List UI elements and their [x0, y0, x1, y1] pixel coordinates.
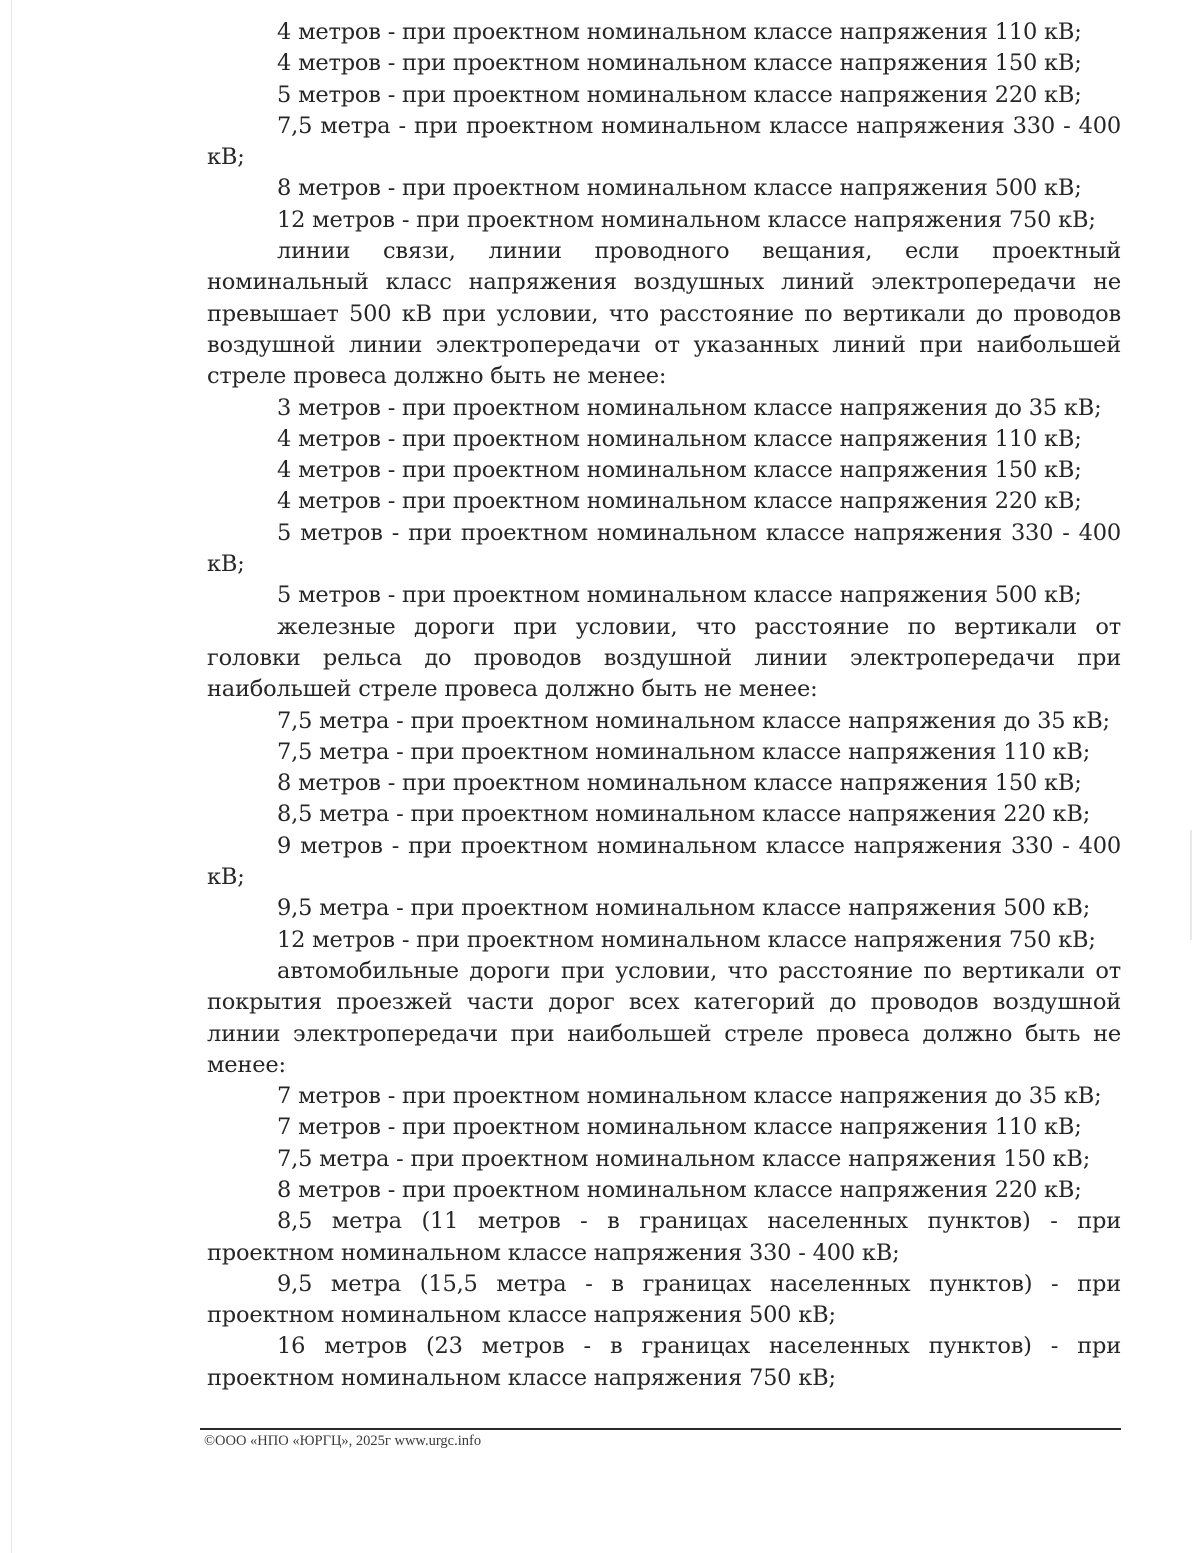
scan-edge-mark	[1190, 830, 1192, 940]
paragraph: 8 метров - при проектном номинальном классе напряжения 500 кВ;	[277, 175, 1082, 202]
paragraph: 5 метров - при проектном номинальном классе напряжения 500 кВ;	[277, 582, 1082, 609]
paragraph: 12 метров - при проектном номинальном классе напряжения 750 кВ;	[277, 926, 1096, 953]
paragraph: 3 метров - при проектном номинальном классе напряжения до 35 кВ;	[277, 394, 1102, 421]
paragraph: 5 метров - при проектном номинальном классе напряжения 330 - 400 кВ;	[207, 519, 1121, 578]
paragraph: 8,5 метра - при проектном номинальном классе напряжения 220 кВ;	[277, 801, 1091, 828]
paragraph: 7 метров - при проектном номинальном классе напряжения 110 кВ;	[277, 1114, 1082, 1141]
paragraph: 4 метров - при проектном номинальном классе напряжения 110 кВ;	[277, 19, 1082, 45]
scan-edge-line	[11, 0, 12, 1553]
paragraph: 9 метров - при проектном номинальном классе напряжения 330 - 400 кВ;	[207, 832, 1121, 891]
paragraph: 5 метров - при проектном номинальном классе напряжения 220 кВ;	[277, 81, 1082, 108]
paragraph: 4 метров - при проектном номинальном классе напряжения 220 кВ;	[277, 488, 1082, 515]
paragraph: линии связи, линии проводного вещания, если проектный номинальный класс напряжения воздушных линий электропередачи не превышает 500 кВ при условии, что расстояние по вертикали до проводов воздушной линии электропередачи от указанных линий при наибольшей стреле провеса должно быть не менее:	[207, 238, 1121, 390]
paragraph: 8 метров - при проектном номинальном классе напряжения 150 кВ;	[277, 770, 1082, 797]
paragraph: 7,5 метра - при проектном номинальном классе напряжения до 35 кВ;	[277, 707, 1110, 734]
paragraph: 7 метров - при проектном номинальном классе напряжения до 35 кВ;	[277, 1083, 1102, 1110]
paragraph: 12 метров - при проектном номинальном классе напряжения 750 кВ;	[277, 206, 1096, 233]
paragraph: железные дороги при условии, что расстояние по вертикали от головки рельса до проводов воздушной линии электропередачи при наибольшей стреле провеса должно быть не менее:	[207, 613, 1121, 703]
paragraph: 4 метров - при проектном номинальном классе напряжения 150 кВ;	[277, 50, 1082, 77]
paragraph: 16 метров (23 метров - в границах населенных пунктов) - при проектном номинальном классе напряжения 750 кВ;	[207, 1333, 1121, 1391]
document-body	[207, 17, 1121, 1394]
paragraph: 7,5 метра - при проектном номинальном классе напряжения 150 кВ;	[277, 1145, 1091, 1172]
paragraph: 4 метров - при проектном номинальном классе напряжения 150 кВ;	[277, 457, 1082, 484]
paragraph: 9,5 метра - при проектном номинальном классе напряжения 500 кВ;	[277, 895, 1091, 922]
footer-divider	[200, 1428, 1121, 1430]
paragraph: 7,5 метра - при проектном номинальном классе напряжения 330 - 400 кВ;	[207, 112, 1121, 171]
footer-copyright: ©ООО «НПО «ЮРГЦ», 2025г www.urgc.info	[204, 1433, 482, 1449]
paragraph: 8,5 метра (11 метров - в границах населенных пунктов) - при проектном номинальном классе напряжения 330 - 400 кВ;	[207, 1208, 1121, 1266]
paragraph: 8 метров - при проектном номинальном классе напряжения 220 кВ;	[277, 1176, 1082, 1203]
paragraph: 9,5 метра (15,5 метра - в границах населенных пунктов) - при проектном номинальном классе напряжения 500 кВ;	[207, 1270, 1121, 1329]
paragraph: 7,5 метра - при проектном номинальном классе напряжения 110 кВ;	[277, 738, 1091, 765]
paragraph: 4 метров - при проектном номинальном классе напряжения 110 кВ;	[277, 425, 1082, 452]
paragraph: автомобильные дороги при условии, что расстояние по вертикали от покрытия проезжей части дорог всех категорий до проводов воздушной линии электропередачи при наибольшей стреле провеса должно быть не менее:	[207, 957, 1121, 1078]
